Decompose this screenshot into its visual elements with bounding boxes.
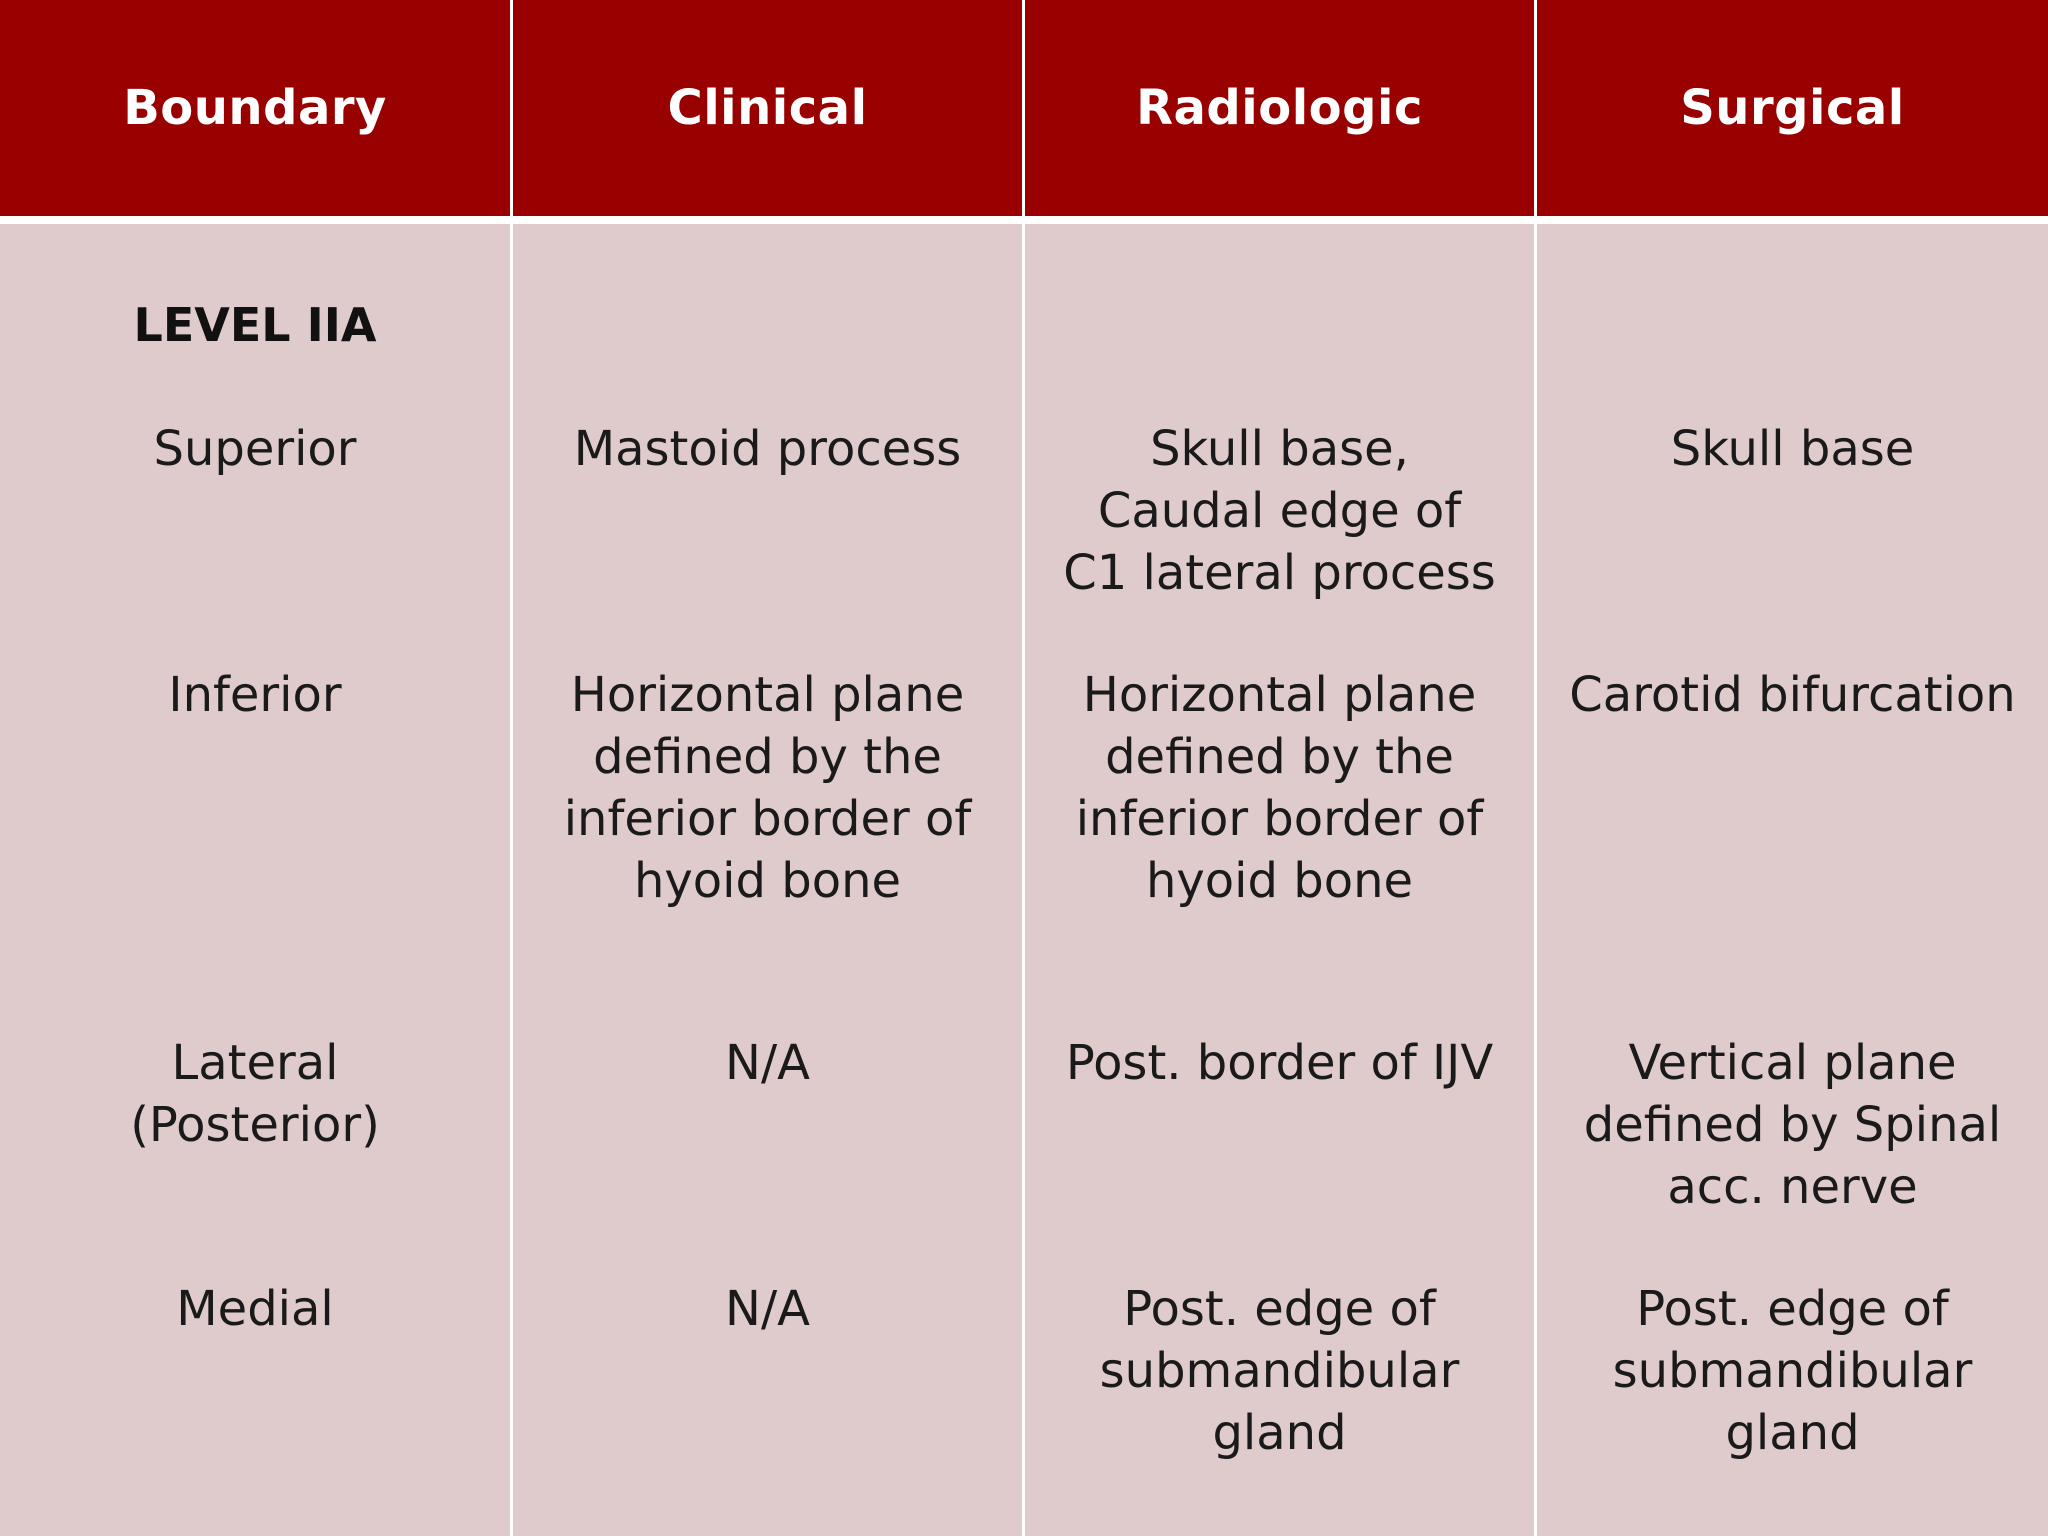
column-body-clinical <box>513 224 1022 1536</box>
column-radiologic <box>1025 0 1534 1536</box>
header-radiologic: Radiologic <box>1025 0 1534 216</box>
cell-lateral-surgical: Vertical plane defined by Spinal acc. nerve <box>1583 1035 2002 1215</box>
header-surgical: Surgical <box>1537 0 2048 216</box>
cell-inferior-radiologic: Horizontal plane defined by the inferior border of hyoid bone <box>1075 667 1484 909</box>
column-body-radiologic <box>1025 224 1534 1536</box>
column-body-boundary <box>0 224 510 1536</box>
column-clinical <box>513 0 1022 1536</box>
column-boundary <box>0 0 510 1536</box>
cell-lateral-radiologic: Post. border of IJV <box>1065 1035 1494 1091</box>
cell-inferior-surgical: Carotid bifurcation <box>1569 667 2016 723</box>
cell-lateral-clinical: N/A <box>725 1035 810 1091</box>
cell-medial-boundary: Medial <box>176 1281 334 1337</box>
section-label: LEVEL IIA <box>133 298 377 352</box>
column-surgical <box>1537 0 2048 1536</box>
column-body-surgical <box>1537 224 2048 1536</box>
cell-medial-clinical: N/A <box>725 1281 810 1337</box>
cell-superior-surgical: Skull base <box>1670 421 1915 477</box>
cell-medial-surgical: Post. edge of submandibular gland <box>1612 1281 1973 1461</box>
cell-lateral-boundary: Lateral (Posterior) <box>130 1035 380 1153</box>
cell-inferior-boundary: Inferior <box>168 667 342 723</box>
cell-medial-radiologic: Post. edge of submandibular gland <box>1099 1281 1460 1461</box>
cell-superior-radiologic: Skull base, Caudal edge of C1 lateral process <box>1063 421 1496 601</box>
header-clinical: Clinical <box>513 0 1022 216</box>
header-boundary: Boundary <box>0 0 510 216</box>
cell-inferior-clinical: Horizontal plane defined by the inferior border of hyoid bone <box>563 667 972 909</box>
cell-superior-boundary: Superior <box>153 421 357 477</box>
cell-superior-clinical: Mastoid process <box>573 421 962 477</box>
